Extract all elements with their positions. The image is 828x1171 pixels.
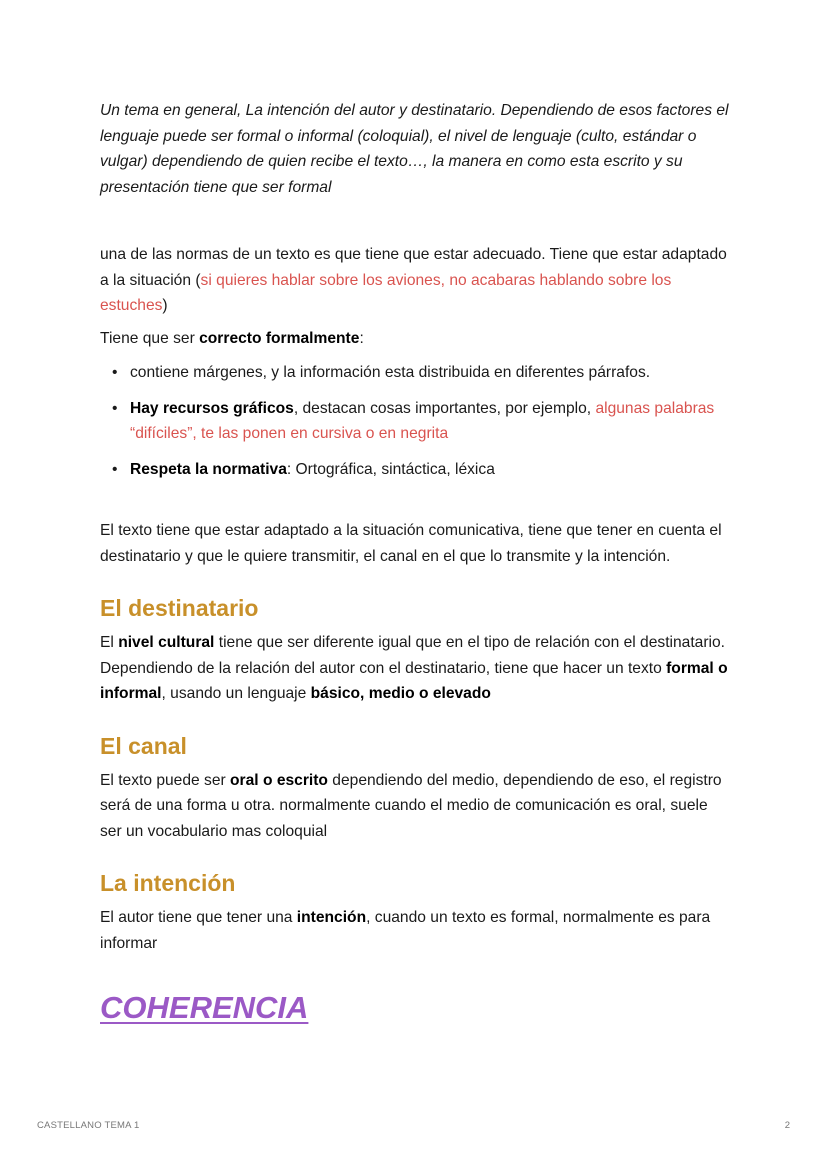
intencion-paragraph xyxy=(100,905,730,956)
bold-run: formal o informal xyxy=(100,659,728,702)
correcto-paragraph xyxy=(100,326,730,352)
bold-run: intención xyxy=(296,909,367,926)
document-page xyxy=(100,98,730,1028)
correcto-suffix: : xyxy=(359,329,364,347)
intro-paragraph: Un tema en general, La intención del autor y destinatario. Dependiendo de esos factores el lenguaje puede ser formal o informal (coloquial), el nivel de lenguaje (culto, estándar o vulgar) dependiendo de quien recibe el texto…, la manera en como esta escrito y su presentación tiene que ser formal xyxy=(100,102,729,196)
situacion-paragraph: El texto tiene que estar adaptado a la situación comunicativa, tiene que tener en cuenta el destinatario y que le quiere transmitir, el canal en el que lo transmite y la intención. xyxy=(100,522,722,565)
list-item xyxy=(112,396,730,447)
text-run: El texto puede ser xyxy=(100,771,231,789)
canal-paragraph xyxy=(100,768,730,845)
correcto-bold: correcto formalmente xyxy=(199,329,360,347)
canal-heading: El canal xyxy=(100,732,187,759)
text-run: El xyxy=(100,634,119,651)
list-item xyxy=(112,360,730,386)
list-item-text: , destacan cosas importantes, por ejemplo, xyxy=(293,399,596,417)
list-item-text: : Ortográfica, sintáctica, léxica xyxy=(286,460,495,478)
bold-run: oral o escrito xyxy=(230,771,328,789)
text-run: El autor tiene que tener una xyxy=(100,909,297,926)
coherencia-title: COHERENCIA xyxy=(100,990,309,1025)
list-item-example: algunas palabras “difíciles”, te las ponen en cursiva o en negrita xyxy=(130,399,715,442)
text-run: dependiendo del medio, dependiendo de eso, el registro será de una forma u otra. normalmente cuando el medio de comunicación es oral, suele ser un vocabulario mas coloquial xyxy=(100,771,722,840)
correcto-prefix: Tiene que ser xyxy=(100,329,200,347)
text-run: tiene que ser diferente igual que en el tipo de relación con el destinatario. Dependiendo de la relación del autor con el destinatario, tiene que hacer un texto xyxy=(100,634,726,677)
list-item-text: contiene márgenes, y la información esta distribuida en diferentes párrafos. xyxy=(130,364,651,381)
bold-run: nivel cultural xyxy=(118,634,215,651)
footer-title: CASTELLANO TEMA 1 xyxy=(37,1120,140,1131)
bold-run: básico, medio o elevado xyxy=(310,685,491,702)
adecuado-close: ) xyxy=(162,297,168,314)
adecuado-paragraph xyxy=(100,242,730,319)
list-item-bold: Hay recursos gráficos xyxy=(130,399,294,417)
adecuado-example: si quieres hablar sobre los aviones, no acabaras hablando sobre los estuches xyxy=(100,271,672,314)
bullet-icon: • xyxy=(112,364,118,381)
adecuado-text: una de las normas de un texto es que tiene que estar adecuado. Tiene que estar adaptado a la situación ( xyxy=(100,246,727,289)
list-item xyxy=(112,457,730,483)
text-run: , usando un lenguaje xyxy=(161,685,311,702)
bullet-icon: • xyxy=(112,460,118,478)
list-item-bold: Respeta la normativa xyxy=(130,460,287,478)
destinatario-heading: El destinatario xyxy=(100,595,259,621)
intencion-heading: La intención xyxy=(100,870,236,896)
destinatario-paragraph xyxy=(100,630,730,707)
formal-list xyxy=(112,360,730,482)
text-run: , cuando un texto es formal, normalmente es para informar xyxy=(100,909,711,952)
page-number: 2 xyxy=(784,1120,790,1131)
bullet-icon: • xyxy=(112,399,118,417)
